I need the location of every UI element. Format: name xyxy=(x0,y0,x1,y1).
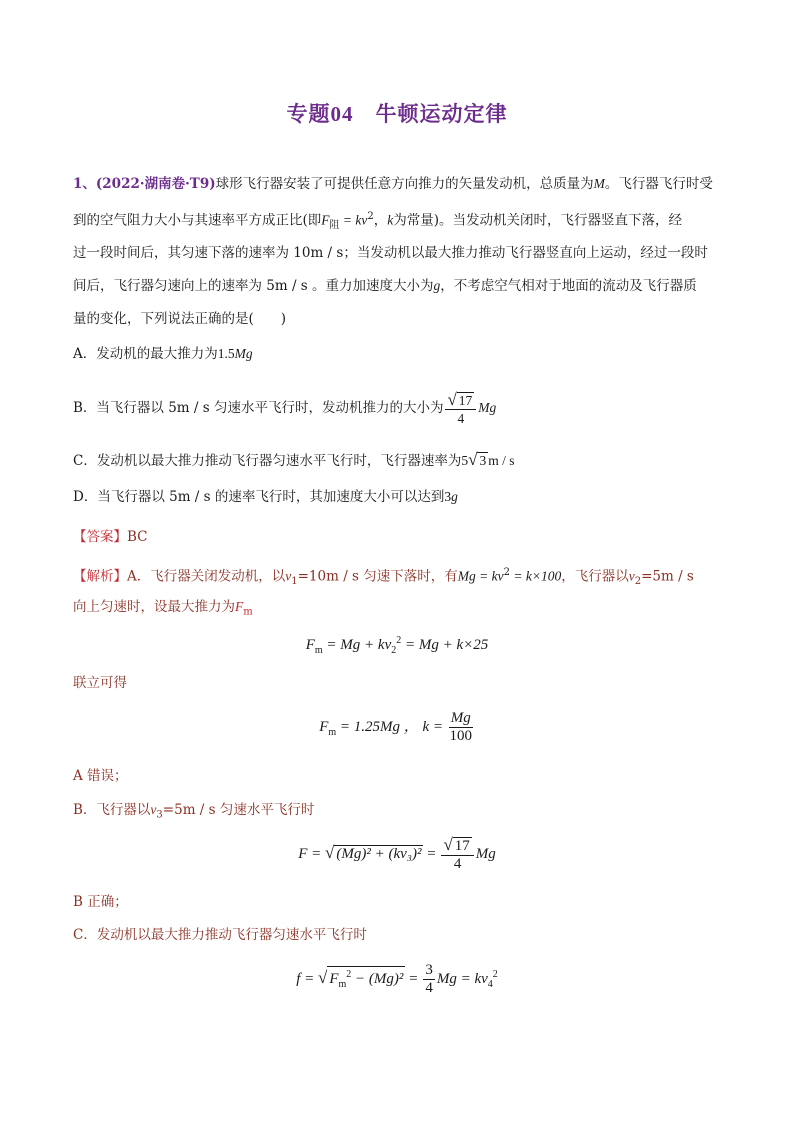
title-topic: 牛顿运动定律 xyxy=(375,102,508,126)
option-a-text: A．发动机的最大推力为 xyxy=(73,346,218,362)
analysis-text: 向上匀速时，设最大推力为 xyxy=(73,599,235,615)
option-b-radicand: 17 xyxy=(458,392,473,408)
unit: Mg xyxy=(475,845,496,862)
question-line-4 xyxy=(73,276,723,296)
radicand: − (Mg)² xyxy=(351,970,404,987)
analysis-text: B．飞行器以 xyxy=(73,802,151,818)
analysis-line-1: 【解析】A．飞行器关闭发动机，以$v_1=10m / s$ 匀速下落时，有$Mg = kv^2 = k\times 100$，飞行器以$v_2=5m / s$ xyxy=(73,567,694,588)
option-c-unit: m / s xyxy=(488,453,515,468)
subscript: 4 xyxy=(487,978,493,990)
var-M: M xyxy=(593,176,605,191)
denominator: 4 xyxy=(425,980,433,996)
analysis-b-right: B 正确； xyxy=(73,894,128,910)
formula: = kv xyxy=(339,212,368,228)
option-a-unit: Mg xyxy=(234,346,253,361)
question-text: 球形飞行器安装了可提供任意方向推力的矢量发动机，总质量为 xyxy=(215,176,594,192)
var-F: F xyxy=(305,637,315,653)
subscript: 3 xyxy=(156,809,163,821)
option-d[interactable] xyxy=(73,487,723,507)
title-main: 专题 xyxy=(286,102,331,126)
fraction xyxy=(449,710,473,745)
option-d-unit: g xyxy=(451,489,458,504)
fraction: $\frac{√ 17}{4}$ xyxy=(441,836,473,873)
radicand: F xyxy=(329,970,339,987)
equation-1: $F_m = Mg + kv_2^2 = Mg + k\times 25$ xyxy=(305,635,489,656)
formula: Mg = kv xyxy=(457,568,504,584)
page-title xyxy=(0,98,794,128)
subscript: m xyxy=(328,726,337,738)
question-line-3: 过一段时间后，其匀速下落的速率为 10m / s；当发动机以最大推力推动飞行器竖直向上运动，经过一段时 xyxy=(73,245,708,261)
option-b-text: B．当飞行器以 5m / s 匀速水平飞行时，发动机推力的大小为 xyxy=(73,400,444,416)
question-text: 到的空气阻力大小与其速率平方成正比(即 xyxy=(73,212,322,229)
subscript: 2 xyxy=(634,576,642,588)
option-c-radicand: 3 xyxy=(479,453,487,468)
question-line-2: 到的空气阻力大小与其速率平方成正比(即$F_阻 = kv^2$，k为常量)。当发动机关闭时，飞行器竖直下落，经 xyxy=(73,211,683,232)
option-a-value: 1.5 xyxy=(217,346,235,361)
formula: f = xyxy=(296,970,315,987)
analysis-text: =10m / s 匀速下落时，有 xyxy=(297,568,458,585)
var-v2: v xyxy=(628,568,635,584)
formula: = 1.25Mg ， xyxy=(339,718,419,735)
formula: = k×100 xyxy=(510,568,562,584)
question-text: 。飞行器飞行时受 xyxy=(604,176,713,192)
question-line-5: 量的变化，下列说法正确的是( ) xyxy=(73,311,287,327)
question-number: 1、 xyxy=(73,176,96,192)
numerator: 3 xyxy=(425,962,433,978)
formula: = Mg + k×25 xyxy=(401,637,489,653)
analysis-a-wrong: A 错误； xyxy=(73,768,128,784)
option-d-text: D．当飞行器以 5m / s 的速率飞行时，其加速度大小可以达到 xyxy=(73,489,445,505)
analysis-label: 【解析】 xyxy=(73,568,127,585)
analysis-b-line xyxy=(73,800,723,826)
subscript: m xyxy=(243,606,253,618)
var-F: F xyxy=(321,212,330,228)
title-number: 04 xyxy=(330,102,354,126)
option-b-unit: Mg xyxy=(478,400,497,415)
formula: F = xyxy=(298,845,322,862)
answer-line xyxy=(73,527,723,547)
var-g: g xyxy=(433,278,441,293)
question-text: ，不考虑空气相对于地面的流动及飞行器质 xyxy=(440,278,697,294)
option-c-coef: 5 xyxy=(461,453,469,468)
subscript: 1 xyxy=(291,576,298,588)
var-F: F xyxy=(235,599,244,614)
question-text: 间后，飞行器匀速向上的速率为 5m / s 。重力加速度大小为 xyxy=(73,278,434,294)
numerator: 17 xyxy=(454,838,470,854)
equals: = xyxy=(409,970,418,987)
var-v1: v xyxy=(285,568,292,584)
formula: = Mg + kv xyxy=(326,637,392,653)
answer-label: 【答案】 xyxy=(73,529,127,545)
option-b[interactable] xyxy=(73,388,723,428)
question-line-1 xyxy=(73,174,723,194)
denominator: 100 xyxy=(449,728,473,744)
option-d-value: 3 xyxy=(444,489,452,504)
question-text: ， xyxy=(373,212,388,229)
formula: Mg = kv xyxy=(436,970,488,987)
question-text: 为常量)。当发动机关闭时，飞行器竖直下落，经 xyxy=(393,212,683,229)
option-c[interactable]: C．发动机以最大推力推动飞行器匀速水平飞行时，飞行器速率为5√ 3 m / s xyxy=(73,450,515,469)
equals: = xyxy=(427,845,436,862)
option-c-text: C．发动机以最大推力推动飞行器匀速水平飞行时，飞行器速率为 xyxy=(73,453,462,469)
analysis-text: =5m / s 匀速水平飞行时 xyxy=(162,802,315,818)
option-b-denominator: 4 xyxy=(457,410,465,426)
option-b-fraction: $\frac{√ 17}{4}$ xyxy=(445,391,476,427)
analysis-text: ，飞行器以 xyxy=(561,568,629,585)
equation-3: F = √ (Mg)² + (kv₃)² = $\frac{√ 17}{4}$ Mg xyxy=(298,835,496,872)
analysis-line-2 xyxy=(73,597,723,623)
subscript: m xyxy=(314,645,323,656)
radicand: (Mg)² + (kv₃)² xyxy=(336,845,422,862)
equation-4: f = √ $F_m^2 - (Mg)^2$ = $\frac{3}{4}$ $Mg = kv_4^2$ xyxy=(296,962,498,996)
question-source: (2022·湖南卷·T9) xyxy=(95,176,216,192)
analysis-combine: 联立可得 xyxy=(73,675,127,691)
denominator: 4 xyxy=(453,856,462,872)
var-v3: v xyxy=(150,802,157,817)
option-a[interactable] xyxy=(73,344,723,364)
subscript: 阻 xyxy=(329,220,340,232)
numerator: Mg xyxy=(450,710,471,726)
formula: k = xyxy=(422,718,444,735)
analysis-c-line: C．发动机以最大推力推动飞行器匀速水平飞行时 xyxy=(73,927,367,943)
equation-2 xyxy=(0,710,794,745)
fraction xyxy=(423,962,435,997)
var-k: k xyxy=(387,212,394,228)
var-F: F xyxy=(319,718,329,735)
answer-value: BC xyxy=(127,529,148,545)
analysis-text: =5m / s xyxy=(641,568,694,585)
analysis-text: A．飞行器关闭发动机，以 xyxy=(127,568,286,585)
